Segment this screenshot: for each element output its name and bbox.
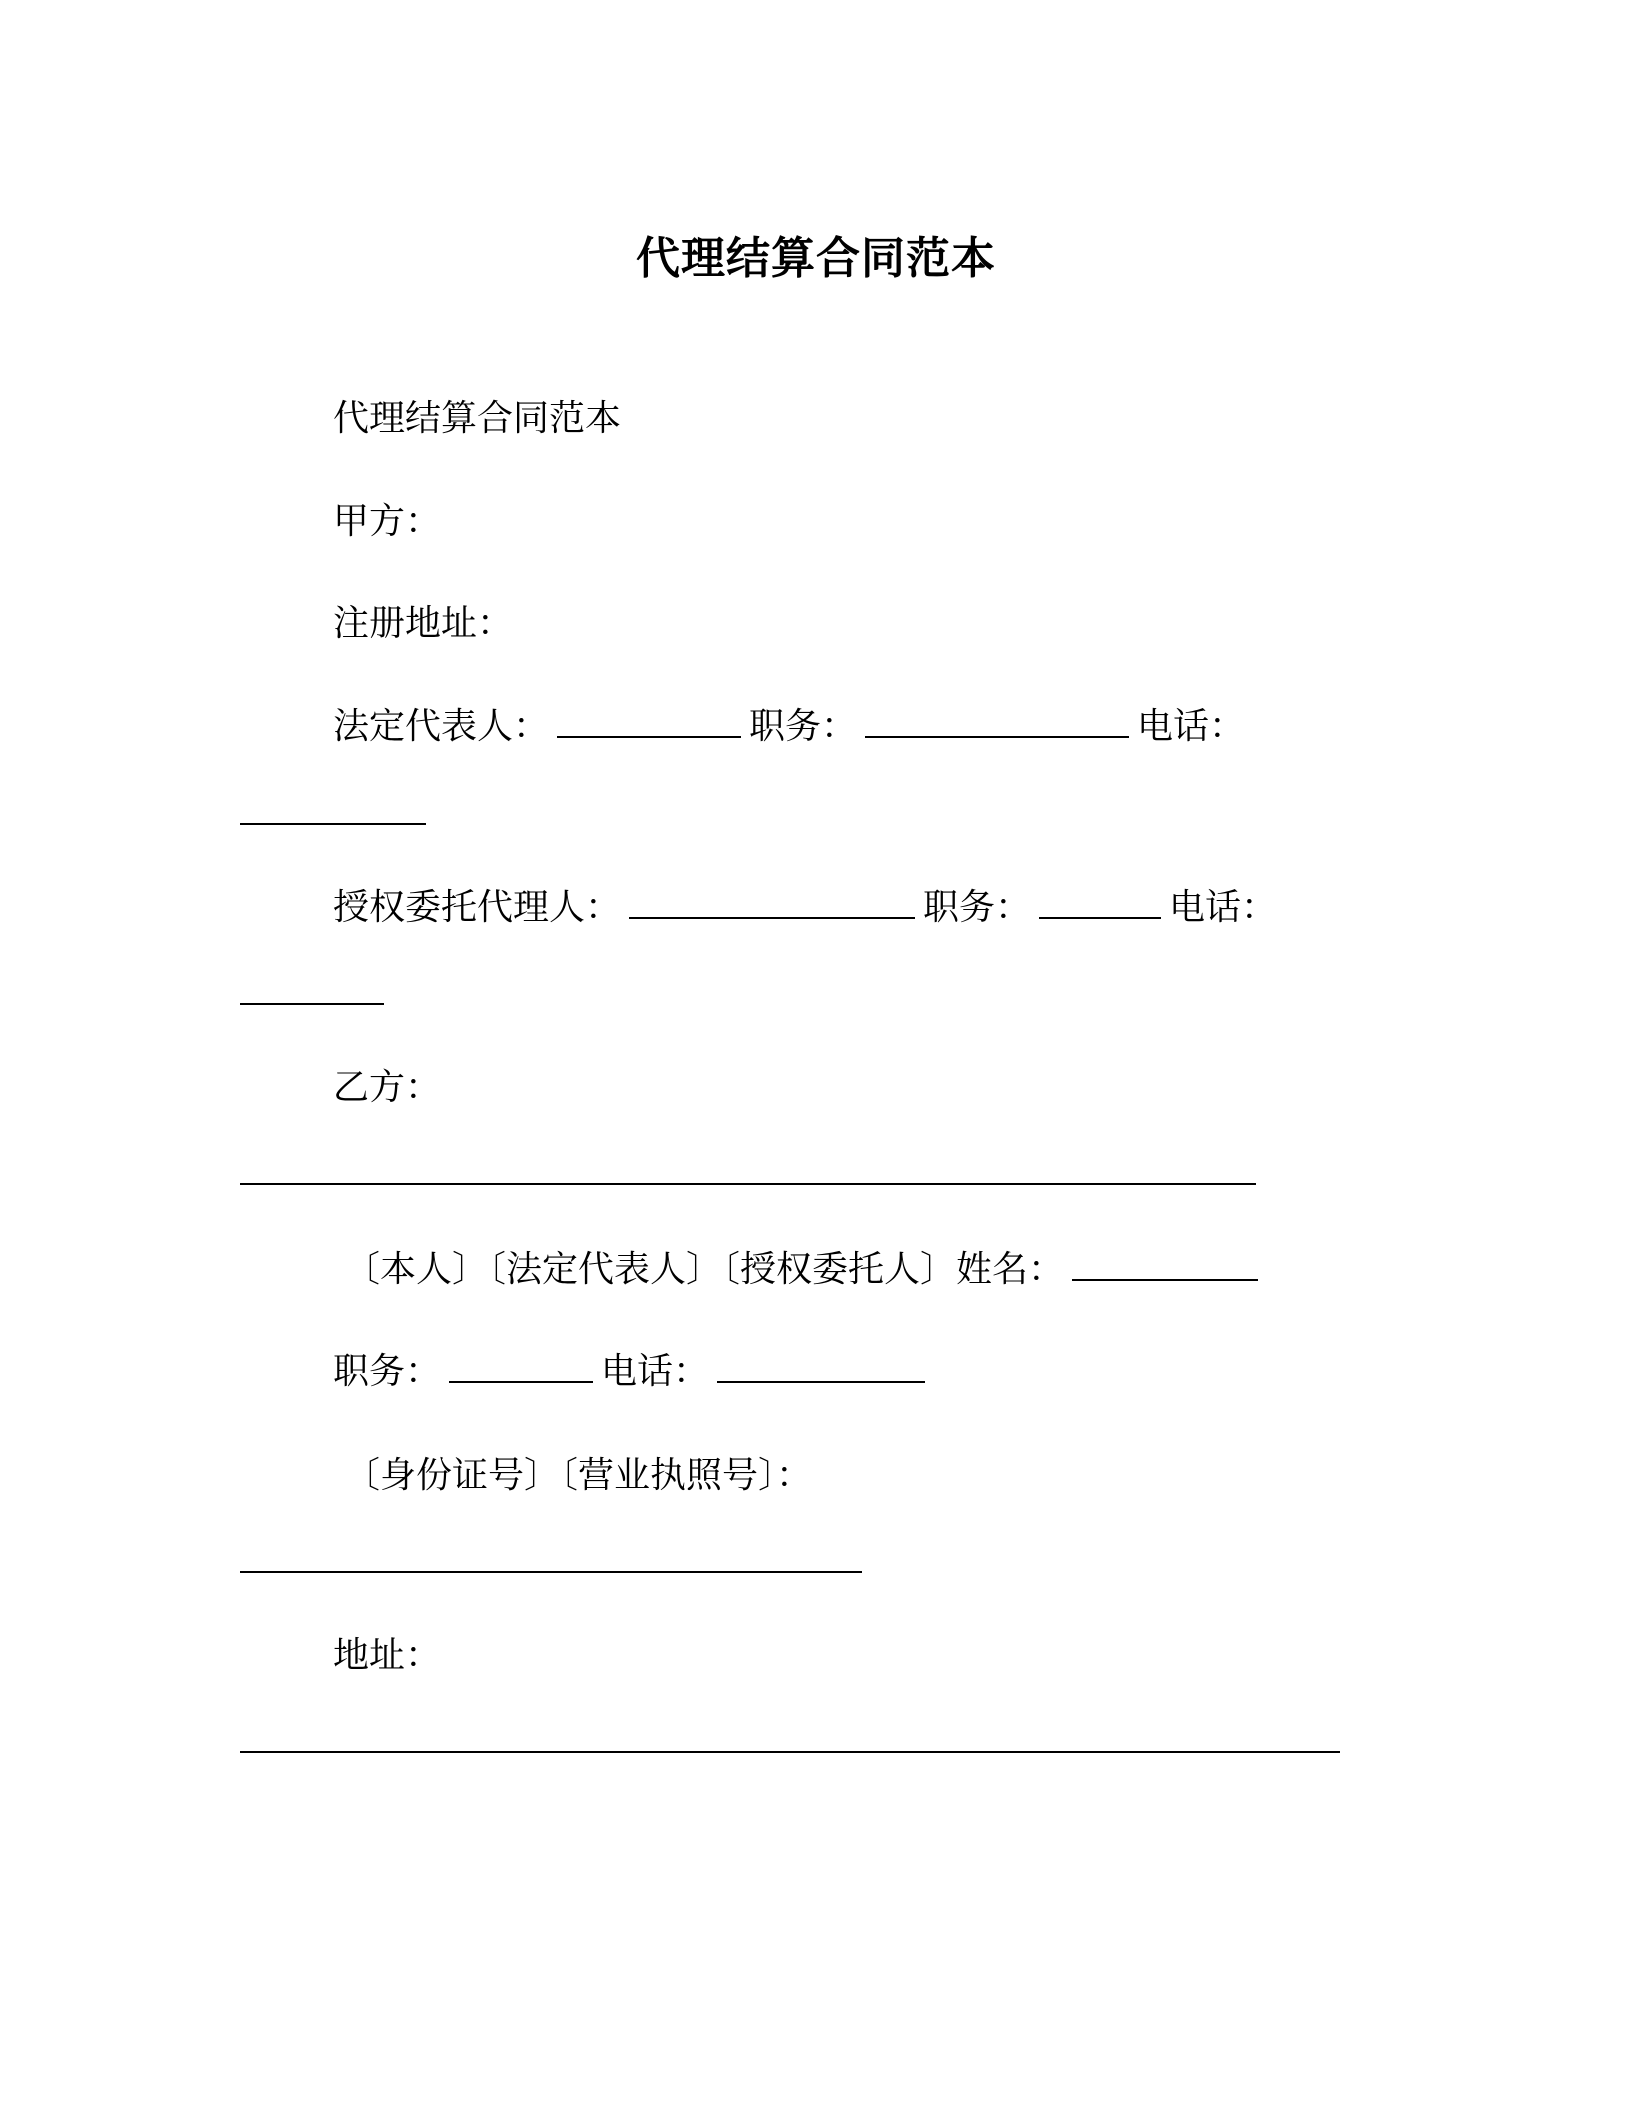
party-b-phone-label: 电话： xyxy=(601,1351,710,1392)
party-b-position-row xyxy=(333,1350,933,1394)
party-b-position-blank[interactable] xyxy=(449,1351,593,1383)
legal-rep-label: 法定代表人： xyxy=(333,706,550,747)
address-blank[interactable] xyxy=(240,1721,1340,1753)
agent-position-blank[interactable] xyxy=(1039,887,1161,919)
legal-rep-phone-row xyxy=(240,792,426,836)
legal-rep-row xyxy=(333,705,1245,749)
legal-rep-blank[interactable] xyxy=(557,706,741,738)
legal-rep-phone-blank[interactable] xyxy=(240,793,426,825)
identity-options: 〔本人〕〔法定代表人〕〔授权委托人〕姓名： xyxy=(344,1249,1065,1290)
authorized-agent-blank[interactable] xyxy=(629,887,915,919)
subtitle: 代理结算合同范本 xyxy=(333,398,622,439)
document-title: 代理结算合同范本 xyxy=(636,233,996,284)
agent-phone-row xyxy=(240,972,384,1016)
party-b-row xyxy=(240,1152,1256,1196)
legal-rep-phone-label: 电话： xyxy=(1137,706,1246,747)
legal-rep-position-blank[interactable] xyxy=(865,706,1129,738)
address-row xyxy=(240,1720,1340,1764)
legal-rep-position-label: 职务： xyxy=(749,706,858,747)
registered-address-label: 注册地址： xyxy=(333,603,514,644)
agent-phone-label: 电话： xyxy=(1169,887,1278,928)
authorized-agent-label: 授权委托代理人： xyxy=(333,887,622,928)
name-blank[interactable] xyxy=(1072,1249,1258,1281)
authorized-agent-row xyxy=(333,886,1277,930)
party-b-label: 乙方： xyxy=(333,1067,442,1108)
party-b-phone-blank[interactable] xyxy=(717,1351,925,1383)
address-label: 地址： xyxy=(333,1635,442,1676)
agent-position-label: 职务： xyxy=(923,887,1032,928)
id-number-blank[interactable] xyxy=(240,1541,862,1573)
id-number-row xyxy=(240,1540,862,1584)
party-a-label: 甲方： xyxy=(333,501,442,542)
identity-row xyxy=(344,1248,1266,1292)
party-b-position-label: 职务： xyxy=(333,1351,442,1392)
party-b-blank[interactable] xyxy=(240,1153,1256,1185)
id-options: 〔身份证号〕〔营业执照号〕： xyxy=(344,1455,813,1496)
agent-phone-blank[interactable] xyxy=(240,973,384,1005)
